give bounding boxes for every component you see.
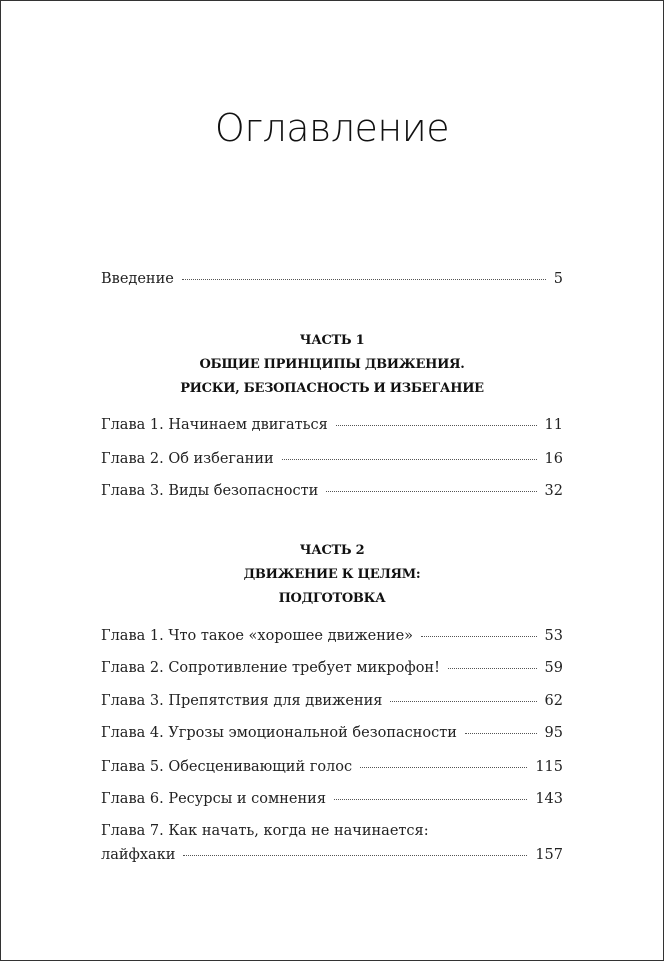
toc-entry-label: Глава 6. Ресурсы и сомнения: [101, 791, 326, 807]
toc-entry-label: Введение: [101, 271, 174, 287]
dot-leader: [183, 855, 527, 856]
dot-leader: [282, 459, 537, 460]
toc-entry-label-line-1[interactable]: Глава 7. Как начать, когда не начинается:: [101, 823, 429, 839]
toc-entry-page: 16: [544, 451, 563, 467]
part-2-number: ЧАСТЬ 2: [299, 543, 365, 558]
toc-entry[interactable]: [101, 416, 563, 434]
page-title: Оглавление: [214, 106, 450, 150]
dot-leader: [421, 636, 537, 637]
toc-entry[interactable]: [101, 846, 563, 864]
part-1-title-line-2: РИСКИ, БЕЗОПАСНОСТЬ И ИЗБЕГАНИЕ: [180, 381, 484, 396]
toc-entry-page: 32: [544, 483, 563, 499]
toc-entry-label: Глава 3. Препятствия для движения: [101, 693, 383, 709]
toc-entry[interactable]: [101, 758, 563, 776]
toc-entry-page: 62: [544, 693, 563, 709]
toc-entry[interactable]: [101, 724, 563, 742]
part-2-title-line-2: ПОДГОТОВКА: [278, 591, 386, 606]
dot-leader: [465, 733, 537, 734]
toc-entry-label: Глава 5. Обесценивающий голос: [101, 759, 353, 775]
dot-leader: [334, 799, 527, 800]
toc-entry-label: Глава 2. Об избегании: [101, 451, 274, 467]
toc-entry-page: 157: [535, 847, 563, 863]
toc-entry-page: 143: [535, 791, 563, 807]
toc-entry-page: 11: [544, 417, 563, 433]
toc-entry-label: Глава 2. Сопротивление требует микрофон!: [101, 660, 440, 676]
toc-entry[interactable]: [101, 627, 563, 645]
dot-leader: [326, 491, 536, 492]
toc-entry-page: 53: [544, 628, 563, 644]
toc-entry-label-line-2: лайфхаки: [101, 847, 176, 863]
dot-leader: [390, 701, 536, 702]
toc-entry[interactable]: [101, 692, 563, 710]
dot-leader: [360, 767, 527, 768]
part-1-number: ЧАСТЬ 1: [299, 333, 365, 348]
toc-entry-label: Глава 1. Что такое «хорошее движение»: [101, 628, 414, 644]
toc-entry-page: 5: [553, 271, 563, 287]
dot-leader: [448, 668, 537, 669]
toc-entry-intro[interactable]: [101, 270, 563, 288]
toc-entry[interactable]: [101, 482, 563, 500]
toc-entry-page: 59: [544, 660, 563, 676]
toc-entry-label: Глава 1. Начинаем двигаться: [101, 417, 328, 433]
toc-entry-label: Глава 3. Виды безопасности: [101, 483, 319, 499]
dot-leader: [336, 425, 537, 426]
toc-entry-page: 95: [544, 725, 563, 741]
toc-entry[interactable]: [101, 659, 563, 677]
toc-entry-page: 115: [535, 759, 563, 775]
dot-leader: [182, 279, 546, 280]
toc-entry-label: Глава 4. Угрозы эмоциональной безопасности: [101, 725, 457, 741]
part-1-title-line-1: ОБЩИЕ ПРИНЦИПЫ ДВИЖЕНИЯ.: [199, 357, 465, 372]
toc-entry[interactable]: [101, 790, 563, 808]
toc-entry[interactable]: [101, 450, 563, 468]
part-2-title-line-1: ДВИЖЕНИЕ К ЦЕЛЯМ:: [243, 567, 421, 582]
